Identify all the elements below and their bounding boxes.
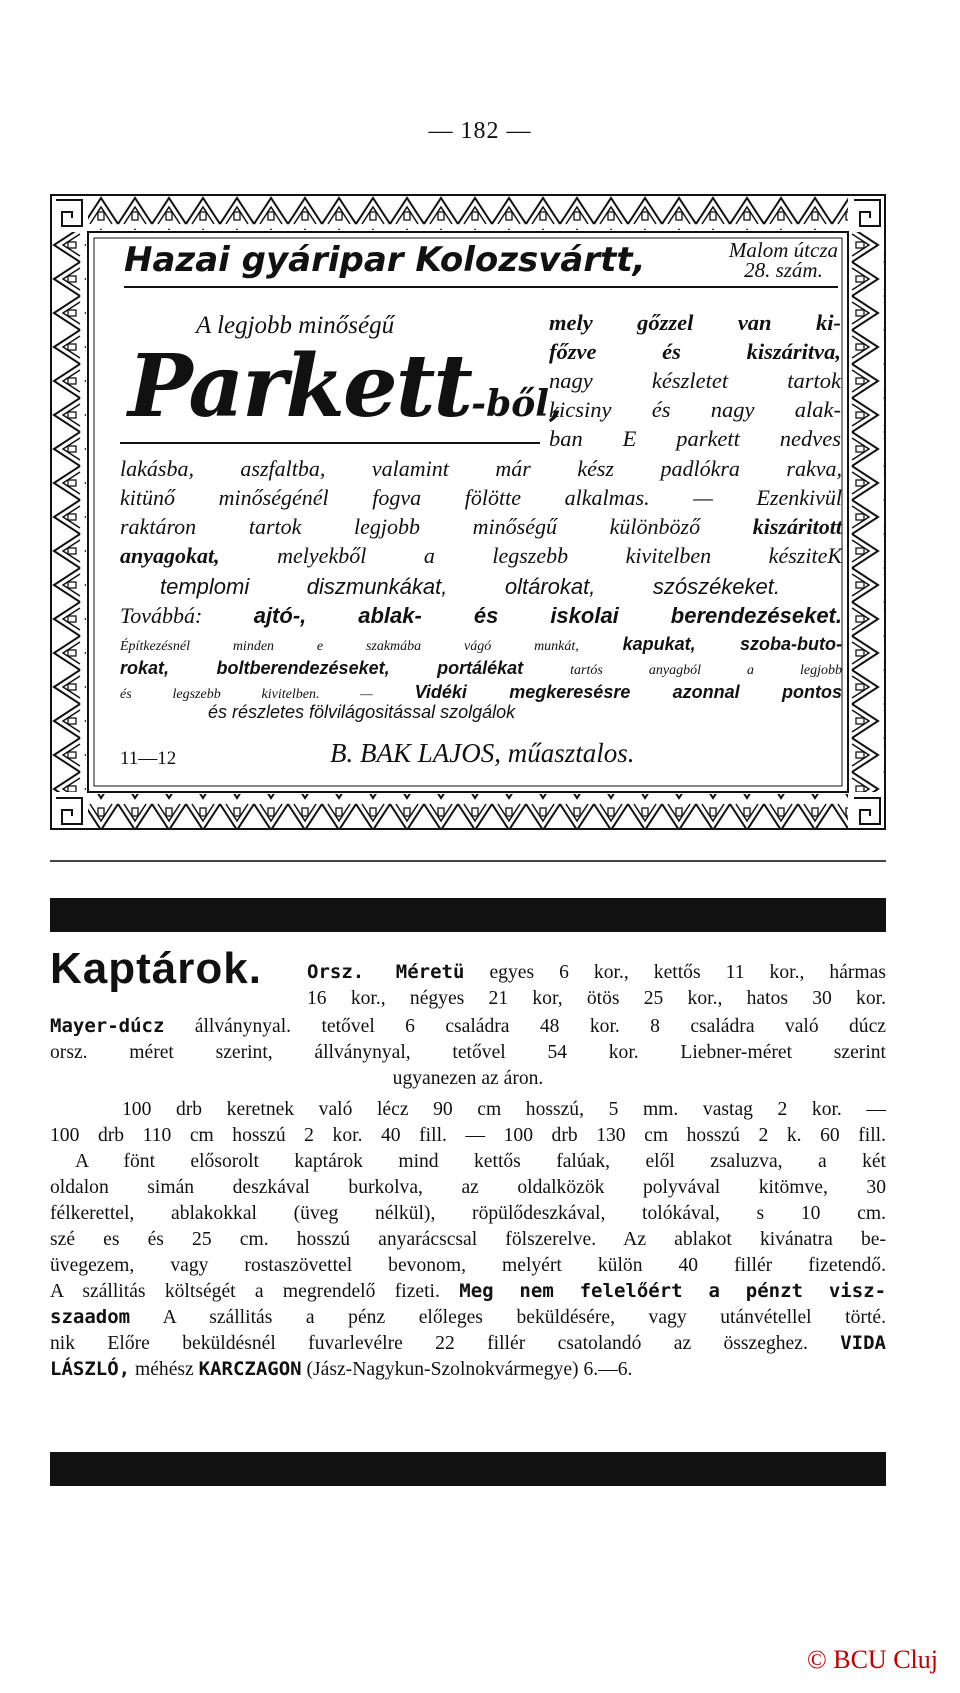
body-line-f-bold: ajtó-, ablak- és iskolai berendezéseket. xyxy=(253,603,842,628)
body-line-c-text: raktáron tartok legjobb minőségű különböző xyxy=(120,514,701,539)
ad2-line-8: A fönt elősorolt kaptárok mind kettős falúak, elől zsaluzva, a két xyxy=(75,1151,886,1172)
body-line-d xyxy=(120,541,842,570)
ad2-line-16 xyxy=(50,1357,886,1383)
address-number: 28. szám. xyxy=(744,258,823,282)
ad2-line-3 xyxy=(50,1014,886,1040)
ad2-line-13-text: A szállitás költségét a megrendelő fizeti. xyxy=(50,1281,440,1302)
body-line-b: kitünő minőségénél fogva fölötte alkalmas. — Ezenkivül xyxy=(120,485,842,510)
address-street: Malom útcza xyxy=(728,238,838,262)
body-line-h-small: tartós anyagból a legjobb xyxy=(570,663,842,678)
ad2-line-15-bold: VIDA xyxy=(840,1332,886,1354)
parquet-advertisement xyxy=(98,234,843,790)
ad2-line-15 xyxy=(50,1331,886,1357)
right-line-4: kicsiny és nagy alak- xyxy=(549,397,841,422)
product-name xyxy=(128,336,562,447)
ad2-line-13-bold: Meg nem felelőért a pénzt visz- xyxy=(459,1280,887,1302)
title-rule xyxy=(124,286,838,288)
black-bar-top xyxy=(50,898,886,932)
ad2-line-1-text: egyes 6 kor., kettős 11 kor., hármas xyxy=(489,962,886,983)
ad2-line-16-name: LÁSZLÓ, xyxy=(50,1358,131,1380)
body-line-c xyxy=(120,512,842,541)
ad2-line-14-text: A szállitás a pénz előleges beküldésére, vagy utánvétellel törté. xyxy=(162,1307,886,1328)
body-line-d-text: melyekből a legszebb kivitelben késziteK xyxy=(277,543,843,568)
ad2-line-9: oldalon simán deszkával burkolva, az oldalközök polyvával kitömve, 30 xyxy=(50,1177,886,1198)
black-bar-bottom xyxy=(50,1452,886,1486)
body-line-a: lakásba, aszfaltba, valamint már kész padlókra rakva, xyxy=(120,456,842,481)
copyright-credit: © BCU Cluj xyxy=(806,1645,938,1674)
right-line-5: ban E parkett nedves xyxy=(549,426,841,451)
ad2-line-3-text: állványnyal. tetővel 6 családra 48 kor. 8 családra való dúcz xyxy=(194,1016,886,1037)
ad2-line-1 xyxy=(307,960,886,986)
ad2-line-16-role: méhész xyxy=(134,1359,194,1380)
section-divider xyxy=(50,860,886,862)
ad2-line-12: üvegezem, vagy rostaszövettel bevonom, melyért külön 40 fillér fizetendő. xyxy=(50,1255,886,1276)
body-line-f-lead: Továbbá: xyxy=(120,603,203,628)
body-line-g-bold: kapukat, szoba-buto- xyxy=(622,634,842,654)
ad2-line-13 xyxy=(50,1279,886,1305)
ad2-line-14-bold: szaadom xyxy=(50,1306,131,1328)
ad2-line-11: szé es és 25 cm. hosszú anyarácscsal fölszerelve. Az ablakot kivánatra be- xyxy=(50,1229,886,1250)
ad2-heading: Kaptárok. xyxy=(50,944,262,993)
product-word: Parkett xyxy=(128,336,472,437)
body-line-i-bold: Vidéki megkeresésre azonnal pontos xyxy=(414,682,842,702)
ad-code: 11—12 xyxy=(120,748,177,769)
ad2-line-6: 100 drb keretnek való lécz 90 cm hosszú, 5 mm. vastag 2 kor. — xyxy=(122,1099,886,1120)
right-text-block xyxy=(549,308,841,453)
ad2-line-14 xyxy=(50,1305,886,1331)
page-number: — 182 — xyxy=(428,118,532,144)
body-line-g-small: Építkezésnél minden e szakmába vágó munkát, xyxy=(120,639,579,654)
body-line-i-small: és legszebb kivitelben. — xyxy=(120,687,373,702)
right-line-3: nagy készletet tartok xyxy=(549,368,841,393)
product-suffix: -ből, xyxy=(471,383,562,425)
ad2-line-2: 16 kor., négyes 21 kor, ötös 25 kor., hatos 30 kor. xyxy=(307,988,886,1009)
ad2-line-1-bold: Orsz. Méretü xyxy=(307,961,465,983)
ad2-line-7: 100 drb 110 cm hosszú 2 kor. 40 fill. — 100 drb 130 cm hosszú 2 k. 60 fill. xyxy=(50,1125,886,1146)
ad2-line-3-bold: Mayer-dúcz xyxy=(50,1015,165,1037)
product-rule xyxy=(120,442,540,444)
body-line-h-bold: rokat, boltberendezéseket, portálékat xyxy=(120,658,524,678)
body-line-d-bold: anyagokat, xyxy=(120,543,220,568)
ad2-line-16-county: (Jász-Nagykun-Szolnokvármegye) 6.—6. xyxy=(306,1359,633,1380)
body-line-f xyxy=(120,601,842,630)
ad-address xyxy=(729,240,838,280)
body-line-j: és részletes fölvilágositással szolgálok xyxy=(208,702,516,722)
best-quality-text: A legjobb minőségű xyxy=(196,312,395,339)
ad-signature: B. BAK LAJOS, műasztalos. xyxy=(330,738,635,768)
body-line-e: templomi diszmunkákat, oltárokat, szószékeket. xyxy=(160,574,780,599)
ad2-line-10: félkerettel, ablakokkal (üveg nélkül), röpülődeszkával, tolókával, s 10 cm. xyxy=(50,1203,886,1224)
ad2-line-16-place: KARCZAGON xyxy=(198,1358,302,1380)
body-line-c-bold: kiszáritott xyxy=(752,514,842,539)
ad2-line-5: ugyanezen az áron. xyxy=(392,1068,544,1089)
ad2-line-15-text: nik Előre beküldésnél fuvarlevélre 22 fillér csatolandó az összeghez. xyxy=(50,1333,808,1354)
right-line-2: főzve és kiszáritva, xyxy=(549,339,841,364)
ad-title: Hazai gyáripar Kolozsvártt, xyxy=(124,240,646,280)
ad2-line-4: orsz. méret szerint, állványnyal, tetővel 54 kor. Liebner-méret szerint xyxy=(50,1042,886,1063)
right-line-1: mely gőzzel van ki- xyxy=(549,310,841,335)
